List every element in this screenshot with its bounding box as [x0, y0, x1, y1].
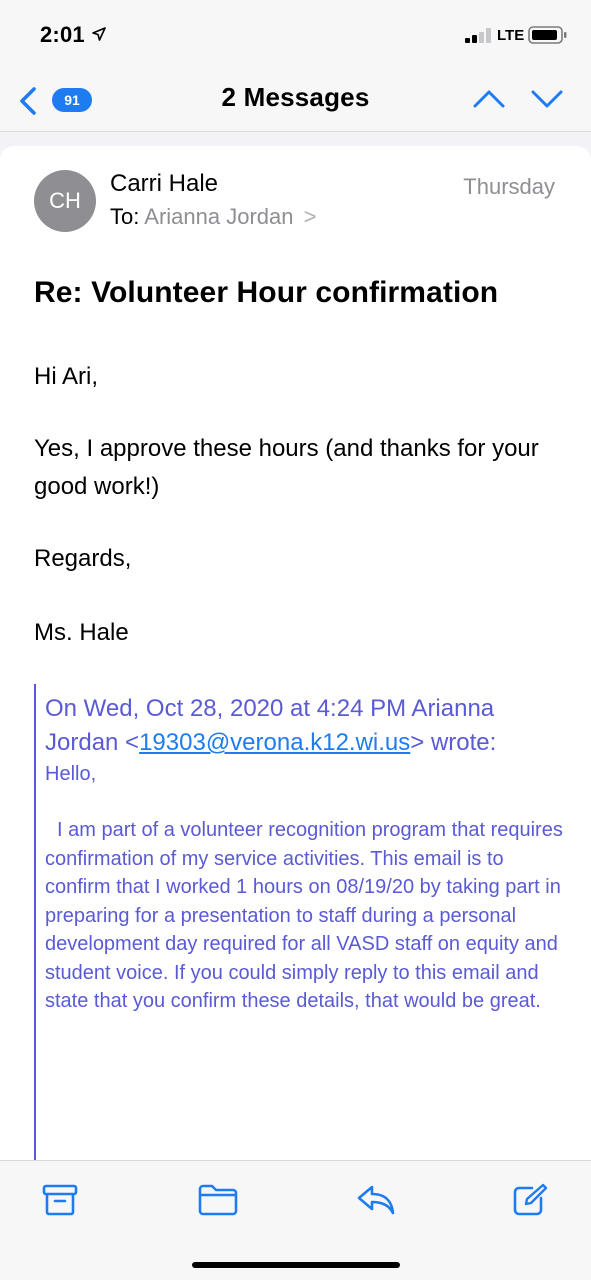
sender-email-link[interactable]: 19303@verona.k12.wi.us	[139, 729, 411, 756]
home-indicator	[192, 1262, 400, 1268]
message-signature: Ms. Hale	[34, 619, 129, 646]
page-title: 2 Messages	[221, 82, 370, 112]
status-bar	[0, 0, 591, 70]
to-label: To:	[110, 204, 140, 229]
quote-header	[45, 692, 574, 760]
unread-count-badge: 91	[52, 88, 92, 112]
message-greeting: Hi Ari,	[34, 363, 99, 390]
sender-name[interactable]: Carri Hale	[110, 170, 219, 197]
compose-icon[interactable]	[512, 1183, 548, 1217]
chevron-up-icon[interactable]	[472, 86, 506, 112]
nav-bar	[0, 70, 591, 132]
chevron-right-icon: >	[303, 204, 317, 229]
quote-header-prefix: On Wed, Oct 28, 2020 at 4:24 PM Arianna Jordan <	[45, 695, 495, 756]
chevron-down-icon[interactable]	[530, 86, 564, 112]
message-date: Thursday	[463, 174, 555, 199]
message-body: Yes, I approve these hours (and thanks for your good work!)	[34, 435, 539, 500]
quote-greeting: Hello,	[45, 763, 97, 785]
battery-icon	[528, 25, 568, 45]
recipient-name: Arianna Jordan	[144, 204, 294, 229]
message-card	[0, 146, 591, 1160]
signal-icon	[465, 28, 493, 43]
recipient-line[interactable]	[110, 204, 316, 230]
reply-icon[interactable]	[356, 1183, 396, 1217]
avatar[interactable]: CH	[34, 170, 96, 232]
folder-icon[interactable]	[198, 1183, 238, 1217]
quoted-message	[34, 684, 574, 1160]
quote-paragraph: I am part of a volunteer recognition program that requires confirmation of my service activities. This email is to confirm that I worked 1 hours on 08/19/20 by taking part in preparing for a presentation to staff during a personal development day required for all VASD staff on equity and student voice. If you could simply reply to this email and state that you confirm these details, that would be great.	[45, 819, 563, 1012]
status-time: 2:01	[40, 22, 85, 47]
location-arrow-icon	[92, 27, 106, 41]
message-closing: Regards,	[34, 545, 132, 572]
quote-header-suffix: > wrote:	[410, 729, 497, 756]
message-subject: Re: Volunteer Hour confirmation	[34, 276, 499, 309]
archive-icon[interactable]	[42, 1183, 78, 1217]
network-label: LTE	[497, 27, 525, 44]
